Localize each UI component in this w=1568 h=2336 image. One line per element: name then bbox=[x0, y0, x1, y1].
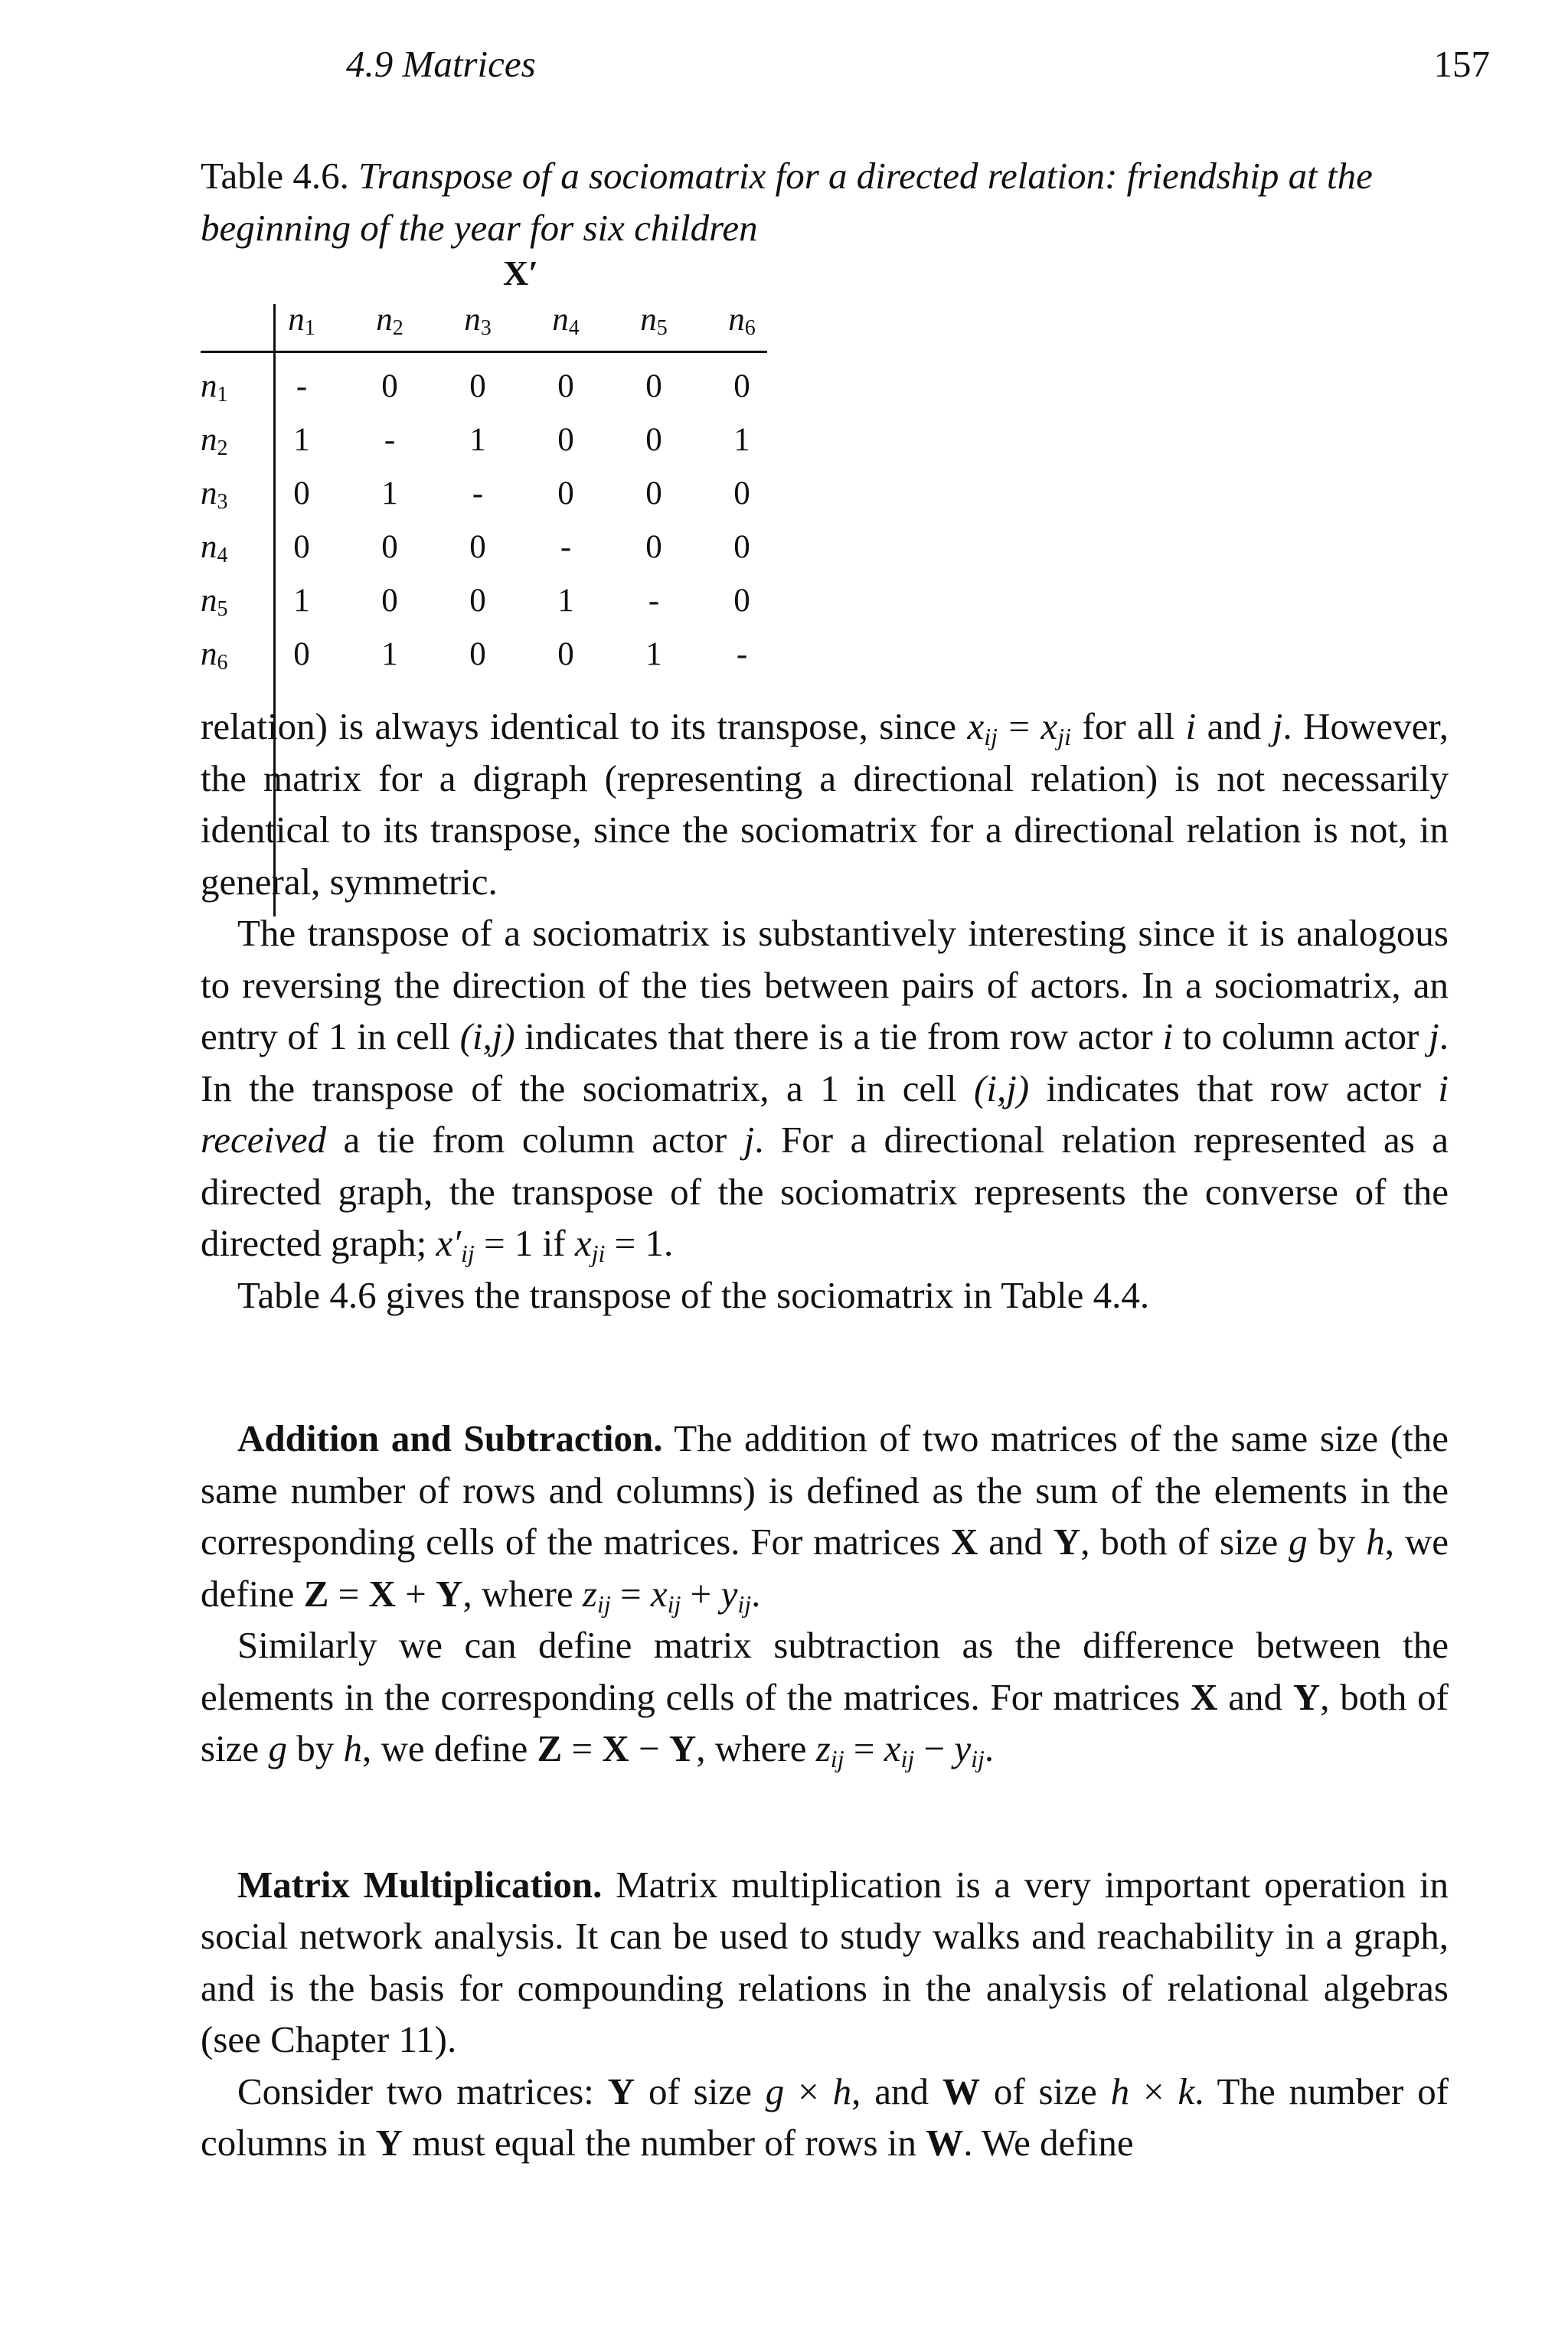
paragraph: The transpose of a sociomatrix is substantively interesting since it is analogous to reversing the direction of the ties between pairs of actors. In a sociomatrix, an entry of 1 in cell (i,j) indicates that there is a tie from row actor i to column actor j. In the transpose of the sociomatrix, a 1 in cell (i,j) indicates that row actor i received a tie from column actor j. For a directional relation represented as a directed graph, the transpose of the sociomatrix represents the converse of the directed graph; $x'_{ij} = 1$ if $x_{ji} = 1$. bbox=[201, 912, 1449, 1267]
row-header: $n_1$ bbox=[201, 368, 228, 407]
matrix-cell: 1 bbox=[469, 422, 486, 458]
sociomatrix-table bbox=[201, 295, 767, 675]
table-description: Transpose of a sociomatrix for a directed relation: friendship at the beginning of the year for six children bbox=[201, 155, 1373, 249]
section-heading: Matrix Multiplication. bbox=[237, 1863, 603, 1906]
paragraph: Addition and Subtraction. The addition of two matrices of the same size (the same number of rows and columns) is defined as the sum of the elements in the corresponding cells of the matrices. For matrices X and Y, both of size g by h, we define Z = X + Y, where $z_{ij} = x_{ij} + y_{ij}$. bbox=[201, 1417, 1449, 1618]
body-text bbox=[201, 701, 1449, 2169]
matrix-cell: 0 bbox=[645, 529, 662, 565]
matrix-cell: - bbox=[296, 368, 308, 404]
matrix-cell: 0 bbox=[733, 368, 750, 404]
matrix-cell: 0 bbox=[381, 368, 398, 404]
matrix-cell: 1 bbox=[557, 583, 574, 619]
section-heading: Addition and Subtraction. bbox=[237, 1417, 663, 1459]
row-header: $n_4$ bbox=[201, 529, 228, 567]
row-header: $n_2$ bbox=[201, 422, 228, 460]
matrix-cell: 1 bbox=[381, 636, 398, 672]
matrix-cell: 1 bbox=[293, 422, 310, 458]
matrix-cell: - bbox=[384, 422, 396, 458]
matrix-cell: 0 bbox=[733, 583, 750, 619]
paragraph: Consider two matrices: Y of size g × h, and W of size h × k. The number of columns in Y must equal the number of rows in W. We define bbox=[201, 2070, 1449, 2164]
matrix-cell: 0 bbox=[733, 475, 750, 511]
paragraph: relation) is always identical to its transpose, since $x_{ij} = x_{ji}$ for all i and j. However, the matrix for a digraph (representing a directional relation) is not necessarily identical to its transpose, since the sociomatrix for a directional relation is not, in general, symmetric. bbox=[201, 705, 1449, 903]
matrix-cell: 0 bbox=[645, 475, 662, 511]
matrix-cell: 0 bbox=[469, 636, 486, 672]
table-caption bbox=[201, 150, 1487, 254]
table-horizontal-rule bbox=[201, 351, 767, 353]
matrix-cell: 1 bbox=[645, 636, 662, 672]
matrix-cell: 0 bbox=[293, 636, 310, 672]
matrix-cell: 0 bbox=[381, 529, 398, 565]
column-header: $n_6$ bbox=[728, 302, 756, 340]
row-header: $n_3$ bbox=[201, 475, 228, 514]
matrix-cell: 0 bbox=[293, 475, 310, 511]
matrix-cell: 0 bbox=[557, 636, 574, 672]
matrix-cell: 0 bbox=[469, 583, 486, 619]
matrix-cell: 0 bbox=[557, 422, 574, 458]
matrix-cell: 0 bbox=[557, 368, 574, 404]
column-header: $n_2$ bbox=[376, 302, 403, 340]
paragraph: Matrix Multiplication. Matrix multiplication is a very important operation in social network analysis. It can be used to study walks and reachability in a graph, and is the basis for compounding relations in the analysis of relational algebras (see Chapter 11). bbox=[201, 1863, 1449, 2060]
matrix-cell: - bbox=[648, 583, 660, 619]
paragraph: Table 4.6 gives the transpose of the sociomatrix in Table 4.4. bbox=[237, 1273, 1150, 1316]
column-header: $n_1$ bbox=[288, 302, 315, 340]
matrix-cell: 0 bbox=[469, 368, 486, 404]
matrix-cell: 0 bbox=[557, 475, 574, 511]
matrix-cell: 0 bbox=[645, 422, 662, 458]
column-header: $n_4$ bbox=[552, 302, 580, 340]
matrix-cell: 0 bbox=[733, 529, 750, 565]
matrix-cell: 1 bbox=[733, 422, 750, 458]
matrix-cell: 0 bbox=[381, 583, 398, 619]
table-label: Table 4.6. bbox=[201, 155, 349, 197]
matrix-cell: - bbox=[736, 636, 748, 672]
matrix-cell: 1 bbox=[293, 583, 310, 619]
paragraph: Similarly we can define matrix subtraction as the difference between the elements in the corresponding cells of the matrices. For matrices X and Y, both of size g by h, we define Z = X − Y, where $z_{ij} = x_{ij} - y_{ij}$. bbox=[201, 1624, 1449, 1772]
matrix-cell: 0 bbox=[469, 529, 486, 565]
row-header: $n_5$ bbox=[201, 583, 228, 621]
matrix-name: X′ bbox=[503, 253, 539, 292]
matrix-cell: 0 bbox=[293, 529, 310, 565]
row-header: $n_6$ bbox=[201, 636, 228, 675]
matrix-cell: - bbox=[560, 529, 572, 565]
page-number: 157 bbox=[1433, 43, 1490, 85]
column-header: $n_5$ bbox=[640, 302, 668, 340]
matrix-cell: - bbox=[472, 475, 484, 511]
matrix-cell: 1 bbox=[381, 475, 398, 511]
running-header-section: 4.9 Matrices bbox=[346, 43, 536, 85]
column-header: $n_3$ bbox=[464, 302, 492, 340]
matrix-cell: 0 bbox=[645, 368, 662, 404]
